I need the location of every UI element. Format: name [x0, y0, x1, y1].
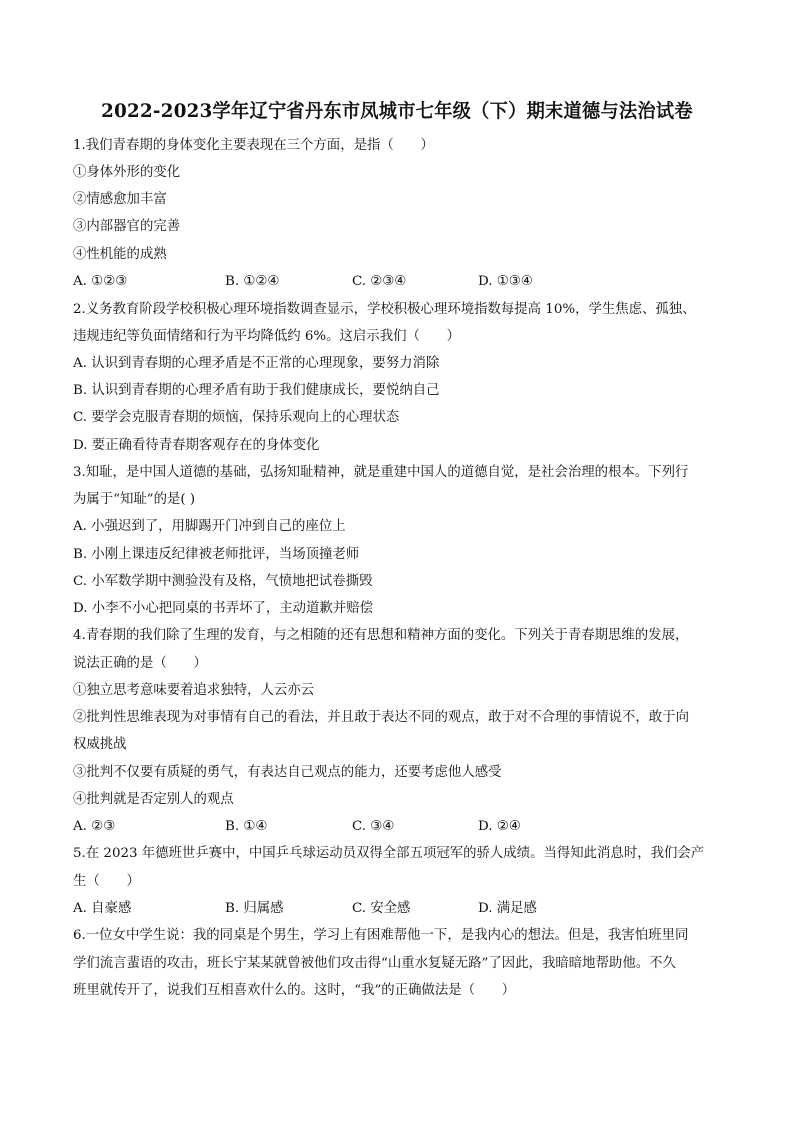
- q1-item-4: ④性机能的成熟: [73, 247, 167, 262]
- q4-item-3: ③批判不仅要有质疑的勇气，有表达自己观点的能力，还要考虑他人感受: [73, 765, 502, 780]
- q1-item-3: ③内部器官的完善: [73, 219, 181, 234]
- q2-option-d: D. 要正确看待青春期客观存在的身体变化: [73, 438, 320, 453]
- q4-item-2: ②批判性思维表现为对事情有自己的看法，并且敢于表达不同的观点，敢于对不合理的事情说不，敢于向: [73, 710, 689, 725]
- q2-stem-line-1: 2.义务教育阶段学校积极心理环境指数调查显示，学校积极心理环境指数每提高 10%，学生焦虑、孤独、: [73, 302, 696, 317]
- q1-option-a: A. ①②③: [73, 274, 128, 289]
- q5-stem-line-1: 5.在 2023 年德班世乒赛中，中国乒乓球运动员双得全部五项冠军的骄人成绩。当得知此消息时，我们会产: [73, 846, 705, 861]
- q3-option-d: D. 小李不小心把同桌的书弄坏了，主动道歉并赔偿: [73, 601, 373, 616]
- q3-option-b: B. 小刚上课违反纪律被老师批评，当场顶撞老师: [73, 547, 360, 562]
- q4-option-c: C. ③④: [352, 819, 395, 834]
- q4-option-b: B. ①④: [225, 819, 268, 834]
- q2-option-c: C. 要学会克服青春期的烦恼，保持乐观向上的心理状态: [73, 410, 400, 425]
- q1-option-b: B. ①②④: [225, 274, 280, 289]
- q6-stem-line-1: 6.一位女中学生说：我的同桌是个男生，学习上有困难帮他一下，是我内心的想法。但是，我害怕班里同: [73, 928, 689, 943]
- q1-item-1: ①身体外形的变化: [73, 165, 181, 180]
- q6-stem-line-3: 班里就传开了，说我们互相喜欢什么的。这时，“我”的正确做法是（ ）: [73, 983, 516, 998]
- q2-option-b: B. 认识到青春期的心理矛盾有助于我们健康成长，要悦纳自己: [73, 383, 440, 398]
- q1-stem: 1.我们青春期的身体变化主要表现在三个方面，是指（ ）: [73, 138, 434, 153]
- q1-option-d: D. ①③④: [478, 274, 533, 289]
- q5-option-b: B. 归属感: [225, 901, 284, 916]
- q1-option-c: C. ②③④: [352, 274, 407, 289]
- q4-stem-line-2: 说法正确的是（ ）: [73, 656, 207, 671]
- q4-item-2-continued: 权威挑战: [73, 737, 127, 752]
- q1-item-2: ②情感愈加丰富: [73, 192, 167, 207]
- q3-stem-line-2: 为属于“知耻”的是( ): [73, 492, 196, 507]
- q3-option-a: A. 小强迟到了，用脚踢开门冲到自己的座位上: [73, 519, 346, 534]
- q3-option-c: C. 小军数学期中测验没有及格，气愤地把试卷撕毁: [73, 574, 373, 589]
- q4-option-a: A. ②③: [73, 819, 116, 834]
- q5-stem-line-2: 生（ ）: [73, 874, 140, 889]
- q2-stem-line-2: 违规违纪等负面情绪和行为平均降低约 6%。这启示我们（ ）: [73, 329, 461, 344]
- q4-stem-line-1: 4.青春期的我们除了生理的发育，与之相随的还有思想和精神方面的变化。下列关于青春期思维的发展，: [73, 628, 689, 643]
- q3-stem-line-1: 3.知耻，是中国人道德的基础，弘扬知耻精神，就是重建中国人的道德自觉，是社会治理的根本。下列行: [73, 465, 689, 480]
- exam-title: 2022-2023学年辽宁省丹东市凤城市七年级（下）期末道德与法治试卷: [101, 100, 693, 122]
- q4-option-d: D. ②④: [478, 819, 521, 834]
- q6-stem-line-2: 学们流言蜚语的攻击，班长宁某某就曾被他们攻击得“山重水复疑无路”了因此，我暗暗地帮助他。不久: [73, 956, 676, 971]
- q4-item-4: ④批判就是否定别人的观点: [73, 792, 234, 807]
- q2-option-a: A. 认识到青春期的心理矛盾是不正常的心理现象，要努力消除: [73, 356, 440, 371]
- q4-item-1: ①独立思考意味要着追求独特，人云亦云: [73, 683, 315, 698]
- q5-option-c: C. 安全感: [352, 901, 411, 916]
- q5-option-a: A. 自豪感: [73, 901, 132, 916]
- q5-option-d: D. 满足感: [478, 901, 537, 916]
